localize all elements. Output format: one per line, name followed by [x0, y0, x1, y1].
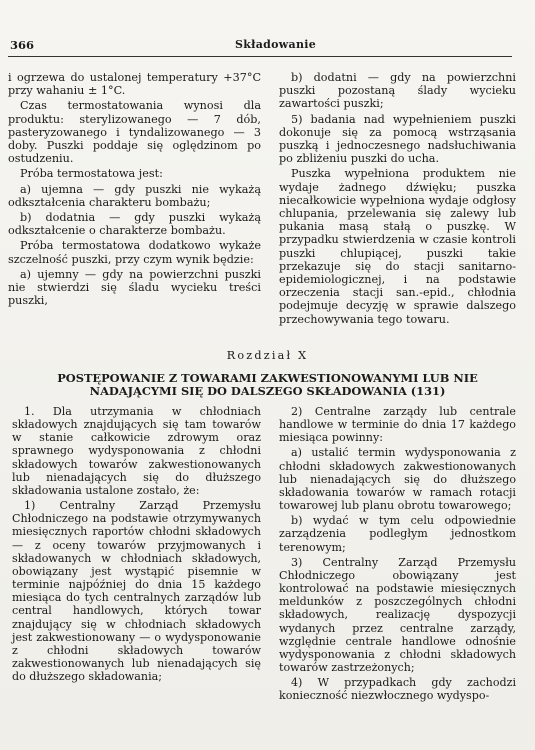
list-item: b) dodatnia — gdy puszki wykażą odkształcenie o charakterze bombażu.	[8, 211, 261, 238]
list-item: 4) W przypadkach gdy zachodzi konieczność niezwłocznego wydyspo-	[279, 676, 516, 703]
chapter-title: POSTĘPOWANIE Z TOWARAMI ZAKWESTIONOWANYMI LUB NIE NADAJĄCYMI SIĘ DO DALSZEGO SKŁADOWANIA (131)	[57, 371, 478, 399]
list-item: a) ujemna — gdy puszki nie wykażą odkształcenia charakteru bombażu;	[8, 182, 261, 209]
list-item: 3) Centralny Zarząd Przemysłu Chłodniczego obowiązany jest kontrolować na podstawie miesięcznych meldunków z poszczególnych chłodni składowych, realizację dyspozycji wydanych przez centralne zarządy, względnie centrale handlowe odnośnie wydysponowania z chłodni składowych towarów zastrzeżonych;	[279, 555, 516, 674]
list-item: a) ustalić termin wydysponowania z chłodni składowych zakwestionowanych lub nienadających się do dłuższego składowania towarów w ramach rotacji towarowej lub planu obrotu towarowego;	[279, 446, 516, 513]
paragraph: Puszka wypełniona produktem nie wydaje żadnego dźwięku; puszka niecałkowicie wypełniona wydaje odgłosy chlupania, przelewania się zalewy lub pukania masą stałą o puszkę. W przypadku stwierdzenia w czasie kontroli puszki chlupiącej, puszki takie przekazuje się do stacji sanitarno-epidemiologicznej, i na podstawie orzeczenia stacji san.-epid., chłodnia podejmuje decyzję w sprawie dalszego przechowywania tego towaru.	[279, 167, 516, 326]
list-item: b) wydać w tym celu odpowiednie zarządzenia podległym jednostkom terenowym;	[279, 514, 516, 554]
list-item: 5) badania nad wypełnieniem puszki dokonuje się za pomocą wstrząsania puszką i jednoczesnego nadsłuchiwania po zbliżeniu puszki do ucha.	[279, 112, 516, 166]
list-item: b) dodatni — gdy na powierzchni puszki pozostaną ślady wycieku zawartości puszki;	[279, 71, 516, 111]
paragraph: Czas termostatowania wynosi dla produktu: sterylizowanego — 7 dób, pasteryzowanego i tyndalizowanego — 3 doby. Puszki poddaje się oględzinom po ostudzeniu.	[8, 99, 261, 166]
list-item: a) ujemny — gdy na powierzchni puszki nie stwierdzi się śladu wycieku treści puszki,	[8, 267, 261, 308]
bottom-right-column	[279, 405, 516, 702]
paragraph: i ogrzewa do ustalonej temperatury +37°C przy wahaniu ± 1°C.	[8, 71, 261, 98]
running-head: Składowanie	[235, 38, 317, 51]
header-rule	[8, 56, 512, 57]
top-left-column	[8, 71, 261, 307]
top-right-column	[279, 71, 516, 326]
paragraph: Próba termostatowa dodatkowo wykaże szczelność puszki, przy czym wynik będzie:	[8, 239, 261, 266]
bottom-left-column	[12, 405, 261, 683]
page-number: 366	[10, 38, 35, 52]
list-item: 2) Centralne zarządy lub centrale handlowe w terminie do dnia 17 każdego miesiąca powinny:	[279, 405, 516, 445]
paragraph: 1. Dla utrzymania w chłodniach składowych znajdujących się tam towarów w stanie całkowicie zdrowym oraz sprawnego wydysponowania z chłodni składowych towarów zakwestionowanych lub nienadających się do dłuższego składowania ustalone zostało, że:	[12, 405, 261, 497]
list-item: 1) Centralny Zarząd Przemysłu Chłodniczego na podstawie otrzymywanych miesięcznych raportów chłodni składowych — z oceny towarów przyjmowanych i składowanych w chłodniach składowych, obowiązany jest wystąpić pisemnie w terminie najpóźniej do dnia 15 każdego miesiąca do tych centralnych zarządów lub central handlowych, których towar znajdujący się w chłodniach składowych jest zakwestionowany — o wydysponowanie z chłodni składowych towarów zakwestionowanych lub nienadających się do dłuższego składowania;	[12, 499, 261, 684]
chapter-label: Rozdział X	[226, 349, 309, 362]
paragraph: Próba termostatowa jest:	[20, 167, 163, 181]
